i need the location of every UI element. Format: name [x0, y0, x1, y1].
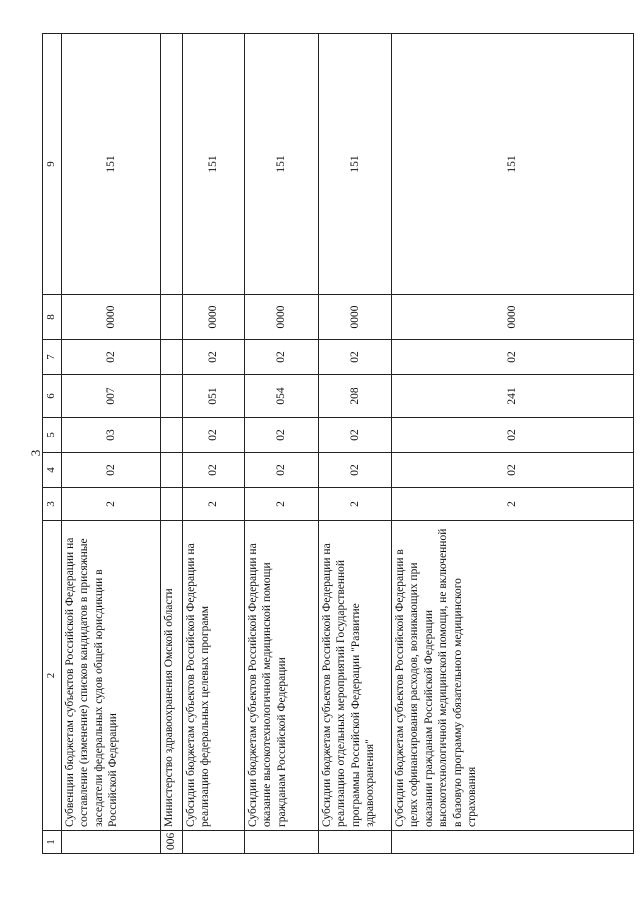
code-cell: 02 [183, 453, 245, 488]
code-cell: 02 [62, 340, 161, 375]
dept-code-cell [62, 831, 161, 854]
code-cell: 151 [183, 34, 245, 295]
header-cell: 5 [43, 418, 62, 453]
table-row [392, 34, 634, 854]
code-cell [161, 340, 183, 375]
page-number: 3 [28, 449, 43, 457]
header-cell: 9 [43, 34, 62, 295]
code-cell: 02 [183, 418, 245, 453]
code-cell: 02 [392, 340, 634, 375]
code-cell: 0000 [245, 295, 319, 340]
name-cell: Субсидии бюджетам субъектов Российской Федерации в целях софинансирования расходов, возникающих при оказании гражданам Российской Федерации высокотехнологичной медицинской помощи, не включенной в базовую программу обязательного медицинского страхования [392, 521, 634, 831]
code-cell: 0000 [319, 295, 392, 340]
dept-code-cell [319, 831, 392, 854]
dept-code-cell [183, 831, 245, 854]
name-cell: Субсидии бюджетам субъектов Российской Федерации на оказание высокотехнологичной медицинской помощи гражданам Российской Федерации [245, 521, 319, 831]
table-row [245, 34, 319, 854]
header-cell: 8 [43, 295, 62, 340]
code-cell: 151 [62, 34, 161, 295]
header-row [43, 34, 62, 854]
code-cell: 151 [392, 34, 634, 295]
header-cell: 7 [43, 340, 62, 375]
dept-code-cell: 006 [161, 831, 183, 854]
code-cell: 02 [245, 418, 319, 453]
code-cell: 2 [245, 488, 319, 521]
code-cell: 02 [245, 453, 319, 488]
code-cell: 0000 [183, 295, 245, 340]
rotated-table-container [42, 34, 634, 854]
name-cell: Субсидии бюджетам субъектов Российской Федерации на реализацию федеральных целевых программ [183, 521, 245, 831]
budget-table [42, 33, 634, 854]
code-cell: 2 [183, 488, 245, 521]
code-cell: 02 [183, 340, 245, 375]
code-cell: 0000 [392, 295, 634, 340]
code-cell: 0000 [62, 295, 161, 340]
code-cell: 151 [319, 34, 392, 295]
code-cell [161, 34, 183, 295]
code-cell: 02 [392, 418, 634, 453]
header-cell: 3 [43, 488, 62, 521]
table-row [161, 34, 183, 854]
header-cell: 1 [43, 831, 62, 854]
code-cell: 2 [62, 488, 161, 521]
code-cell: 2 [319, 488, 392, 521]
table-row [319, 34, 392, 854]
code-cell: 02 [319, 340, 392, 375]
code-cell: 208 [319, 375, 392, 418]
code-cell: 02 [319, 453, 392, 488]
code-cell [161, 453, 183, 488]
code-cell: 02 [392, 453, 634, 488]
code-cell: 241 [392, 375, 634, 418]
name-cell: Министерство здравоохранения Омской области [161, 521, 183, 831]
code-cell: 151 [245, 34, 319, 295]
code-cell: 02 [245, 340, 319, 375]
header-cell: 2 [43, 521, 62, 831]
dept-code-cell [392, 831, 634, 854]
code-cell [161, 418, 183, 453]
table-row [62, 34, 161, 854]
code-cell: 051 [183, 375, 245, 418]
code-cell: 2 [392, 488, 634, 521]
code-cell: 02 [62, 453, 161, 488]
header-cell: 4 [43, 453, 62, 488]
code-cell: 007 [62, 375, 161, 418]
code-cell [161, 488, 183, 521]
header-cell: 6 [43, 375, 62, 418]
code-cell [161, 295, 183, 340]
name-cell: Субвенции бюджетам субъектов Российской Федерации на составление (изменение) списков кандидатов в присяжные заседатели федеральных судов общей юрисдикции в Российской Федерации [62, 521, 161, 831]
code-cell: 054 [245, 375, 319, 418]
name-cell: Субсидии бюджетам субъектов Российской Федерации на реализацию отдельных мероприятий Государственной программы Российской Федерации "Развитие здравоохранения" [319, 521, 392, 831]
dept-code-cell [245, 831, 319, 854]
code-cell [161, 375, 183, 418]
code-cell: 03 [62, 418, 161, 453]
table-row [183, 34, 245, 854]
code-cell: 02 [319, 418, 392, 453]
